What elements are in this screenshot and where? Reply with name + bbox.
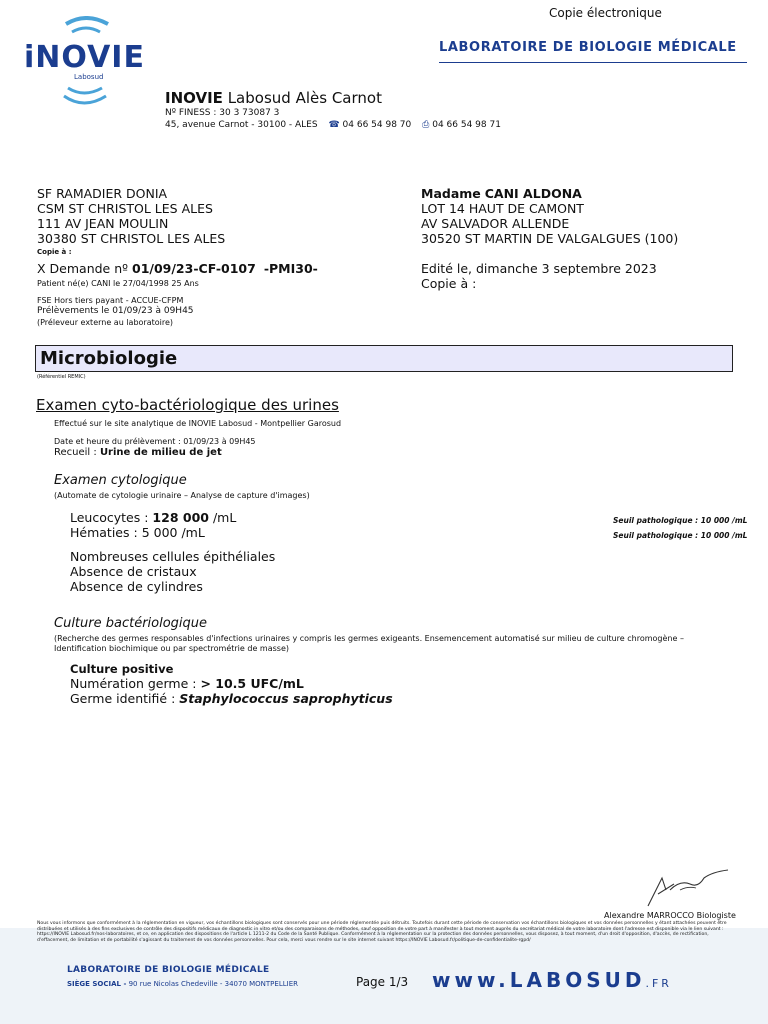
lab-name [165, 89, 382, 107]
observation-casts: Absence de cylindres [70, 579, 203, 594]
patient-name: CANI ALDONA [484, 186, 582, 201]
exam-title: Examen cyto-bactériologique des urines [36, 396, 339, 414]
finess-number: Nº FINESS : 30 3 73087 3 [165, 108, 280, 118]
recueil-line [54, 447, 222, 458]
lab-brand: INOVIE [165, 89, 223, 107]
lab-brand-2: Labosud [227, 89, 291, 107]
prescriber-copy: Copie à : [37, 248, 72, 256]
count-line [70, 676, 304, 691]
germ-label: Germe identifié : [70, 691, 176, 706]
footer-seat-label: SIÈGE SOCIAL - [67, 980, 127, 988]
patient-line4: 30520 ST MARTIN DE VALGALGUES (100) [421, 231, 679, 246]
edited-date: Edité le, dimanche 3 septembre 2023 [421, 261, 657, 276]
prescriber-line2: CSM ST CHRISTOL LES ALES [37, 201, 213, 216]
threshold-leucocytes: Seuil pathologique : 10 000 /mL [613, 516, 748, 525]
request-prefix: X Demande nº [37, 261, 129, 276]
hematies-label: Hématies : [70, 525, 138, 540]
external-sampler: (Préleveur externe au laboratoire) [37, 318, 174, 327]
header-divider [439, 62, 747, 63]
leucocytes-unit: /mL [212, 510, 237, 525]
threshold-hematies: Seuil pathologique : 10 000 /mL [613, 531, 748, 540]
prescriber-line3: 111 AV JEAN MOULIN [37, 216, 169, 231]
lab-phone: 04 66 54 98 70 [342, 120, 412, 130]
leucocytes-value: 128 000 [152, 510, 209, 525]
cytology-observations [70, 549, 275, 594]
prescriber-name: SF RAMADIER DONIA [37, 186, 168, 201]
patient-name-line [421, 186, 678, 201]
cytology-title: Examen cytologique [54, 473, 187, 488]
leucocytes-line [70, 510, 236, 525]
patient-line2: LOT 14 HAUT DE CAMONT [421, 201, 584, 216]
request-code: -PMI30- [263, 261, 318, 276]
patient-line3: AV SALVADOR ALLENDE [421, 216, 570, 231]
phone-icon: ☎ [328, 120, 340, 130]
exam-datetime: Date et heure du prélèvement : 01/09/23 à 09H45 [54, 437, 256, 446]
footer-url-tld: .FR [645, 977, 672, 990]
patient-title: Madame [421, 186, 481, 201]
footer-url-main: www.LABOSUD [432, 968, 646, 992]
biologist-name: Alexandre MARROCCO Biologiste [604, 911, 736, 920]
patient-copy: Copie à : [421, 276, 477, 291]
count-label: Numération germe : [70, 676, 197, 691]
footer-url [432, 968, 672, 992]
prescriber-block [37, 186, 225, 246]
patient-birth: Patient né(e) CANI le 27/04/1998 25 Ans [37, 279, 199, 288]
patient-block [421, 186, 678, 246]
recueil-label: Recueil : [54, 447, 97, 458]
hematies-value: 5 000 [141, 525, 178, 540]
leucocytes-label: Leucocytes : [70, 510, 149, 525]
lab-address-line [165, 120, 501, 130]
section-title: Microbiologie [40, 348, 178, 369]
exam-site: Effectué sur le site analytique de INOVIE Labosud - Montpellier Garosud [54, 419, 342, 428]
observation-crystals: Absence de cristaux [70, 564, 197, 579]
request-number: 01/09/23-CF-0107 [132, 261, 256, 276]
hematies-line [70, 525, 205, 540]
observation-epithelial: Nombreuses cellules épithéliales [70, 549, 276, 564]
legal-notice: Nous vous informons que conformément à la réglementation en vigueur, vos échantillons biologiques sont conservés pour une période réglementée puis détruits. Toutefois durant cette période de conservation vos échantillons biologiques et vos données personnelles y étant attachées peuvent être distribuées et utilisés à des fins exclusives de contrôle des dispositifs médicaux de diagnostic in vitro et/ou des comparaisons de méthodes, sauf opposition de votre part à manifester à tout moment auprès du secrétariat médical de votre laboratoire dont l'adresse est disponible via le lien suivant : https://INOVIE Labosud.fr/nos-laboratoires, et ce, en application des dispositions de l'article L 1211-2 du Code de la Santé Publique. Conformément à la réglementation sur la protection des données personnelles, vous disposez, à tout moment, d'un droit d'opposition, d'accès, de rectification, d'effacement, de limitation et de portabilité s'agissant du traitement de vos données personnelles. Pour cela, merci vous rendre sur le site internet suivant https://INOVIE Labosud.fr/politique-de-confidentialite-rgpd/ [37, 921, 727, 943]
footer-address [67, 980, 298, 988]
logo-subtitle: Labosud [74, 73, 104, 81]
logo-wordmark: iNOVIE [24, 40, 145, 75]
payer-info: FSE Hors tiers payant - ACCUE-CFPM [37, 296, 184, 305]
lab-address: 45, avenue Carnot - 30100 - ALES [165, 120, 318, 130]
culture-method: (Recherche des germes responsables d'infections urinaires y compris les germes exigeants. Ensemencement automatisé sur milieu de culture chromogène – Identification biochimique ou par spectrométrie de masse) [54, 634, 684, 653]
germ-line [70, 691, 393, 706]
cytology-method: (Automate de cytologie urinaire – Analyse de capture d'images) [54, 491, 310, 500]
count-value: > 10.5 UFC/mL [200, 676, 304, 691]
prescriber-line4: 30380 ST CHRISTOL LES ALES [37, 231, 226, 246]
lab-site: Alès Carnot [295, 89, 382, 107]
footer-lab-title: LABORATOIRE DE BIOLOGIE MÉDICALE [67, 965, 270, 975]
hematies-unit: /mL [181, 525, 205, 540]
lab-fax: 04 66 54 98 71 [432, 120, 501, 130]
sampling-info: Prélèvements le 01/09/23 à 09H45 [37, 306, 194, 316]
copy-label: Copie électronique [549, 6, 662, 20]
germ-value: Staphylococcus saprophyticus [179, 691, 393, 706]
recueil-value: Urine de milieu de jet [99, 447, 222, 458]
lab-type-title: LABORATOIRE DE BIOLOGIE MÉDICALE [439, 40, 737, 55]
culture-title: Culture bactériologique [54, 616, 208, 631]
page-number: Page 1/3 [356, 975, 409, 989]
request-number-line [37, 261, 318, 276]
footer-seat-address: 90 rue Nicolas Chedeville - 34070 MONTPELLIER [128, 980, 298, 988]
section-reference: (Référentiel REMIC) [37, 374, 86, 380]
fax-icon: ⎙ [422, 120, 430, 130]
culture-positive: Culture positive [70, 662, 174, 676]
biologist-signature [640, 860, 735, 910]
